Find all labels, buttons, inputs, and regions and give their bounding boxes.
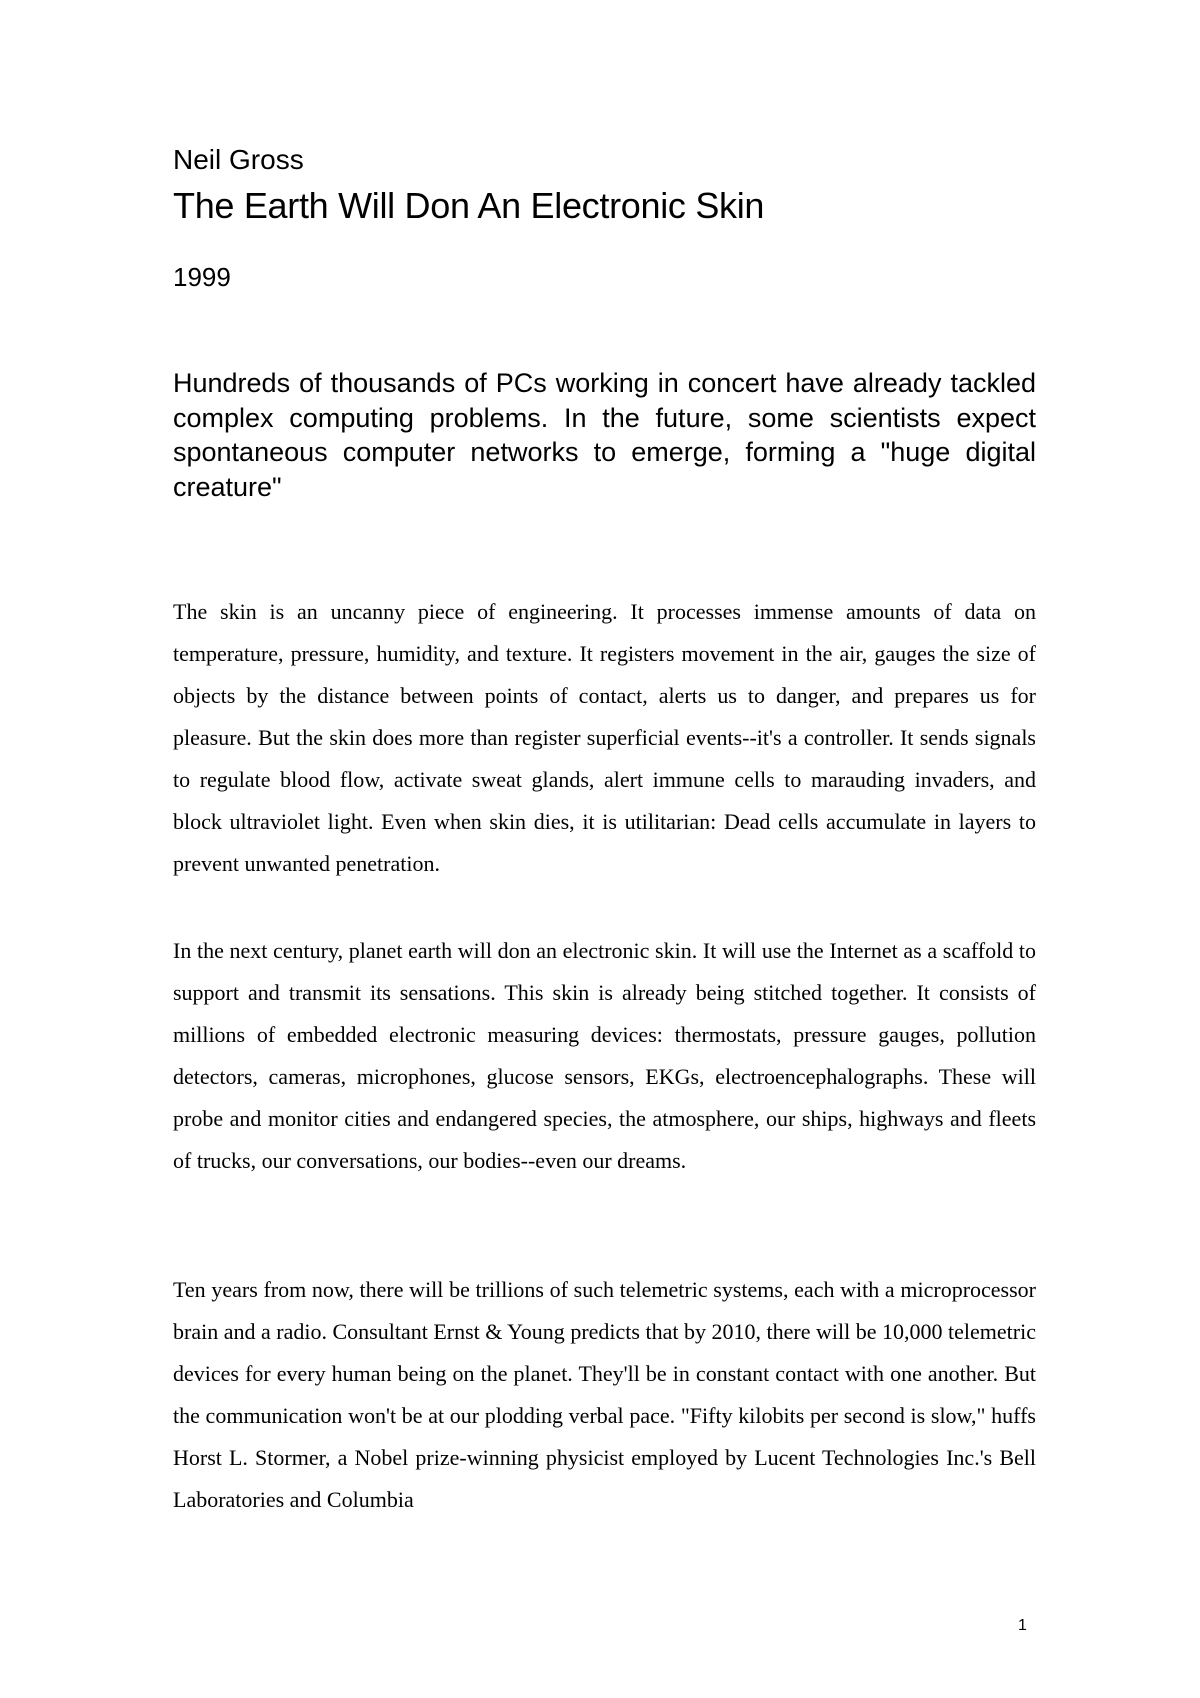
article-lede: Hundreds of thousands of PCs working in concert have already tackled complex computing problems. In the future, some scientists expect spontaneous computer networks to emerge, forming a "huge digital creature"	[173, 368, 1036, 502]
body-paragraph-1: The skin is an uncanny piece of engineering. It processes immense amounts of data on temperature, pressure, humidity, and texture. It registers movement in the air, gauges the size of objects by the distance between points of contact, alerts us to danger, and prepares us for pleasure. But the skin does more than register superficial events--it's a controller. It sends signals to regulate blood flow, activate sweat glands, alert immune cells to marauding invaders, and block ultraviolet light. Even when skin dies, it is utilitarian: Dead cells accumulate in layers to prevent unwanted penetration.	[173, 599, 1036, 876]
body-paragraph-2: In the next century, planet earth will don an electronic skin. It will use the Internet as a scaffold to support and transmit its sensations. This skin is already being stitched together. It consists of millions of embedded electronic measuring devices: thermostats, pressure gauges, pollution detectors, cameras, microphones, glucose sensors, EKGs, electroencephalographs. These will probe and monitor cities and endangered species, the atmosphere, our ships, highways and fleets of trucks, our conversations, our bodies--even our dreams.	[173, 938, 1036, 1173]
article-title: The Earth Will Don An Electronic Skin	[173, 185, 765, 226]
author-name: Neil Gross	[173, 144, 304, 175]
publication-year: 1999	[173, 262, 231, 292]
page-number: 1	[1018, 1617, 1027, 1634]
body-paragraph-3: Ten years from now, there will be trillions of such telemetric systems, each with a microprocessor brain and a radio. Consultant Ernst & Young predicts that by 2010, there will be 10,000 telemetric devices for every human being on the planet. They'll be in constant contact with one another. But the communication won't be at our plodding verbal pace. "Fifty kilobits per second is slow," huffs Horst L. Stormer, a Nobel prize-winning physicist employed by Lucent Technologies Inc.'s Bell Laboratories and Columbia	[173, 1277, 1036, 1512]
